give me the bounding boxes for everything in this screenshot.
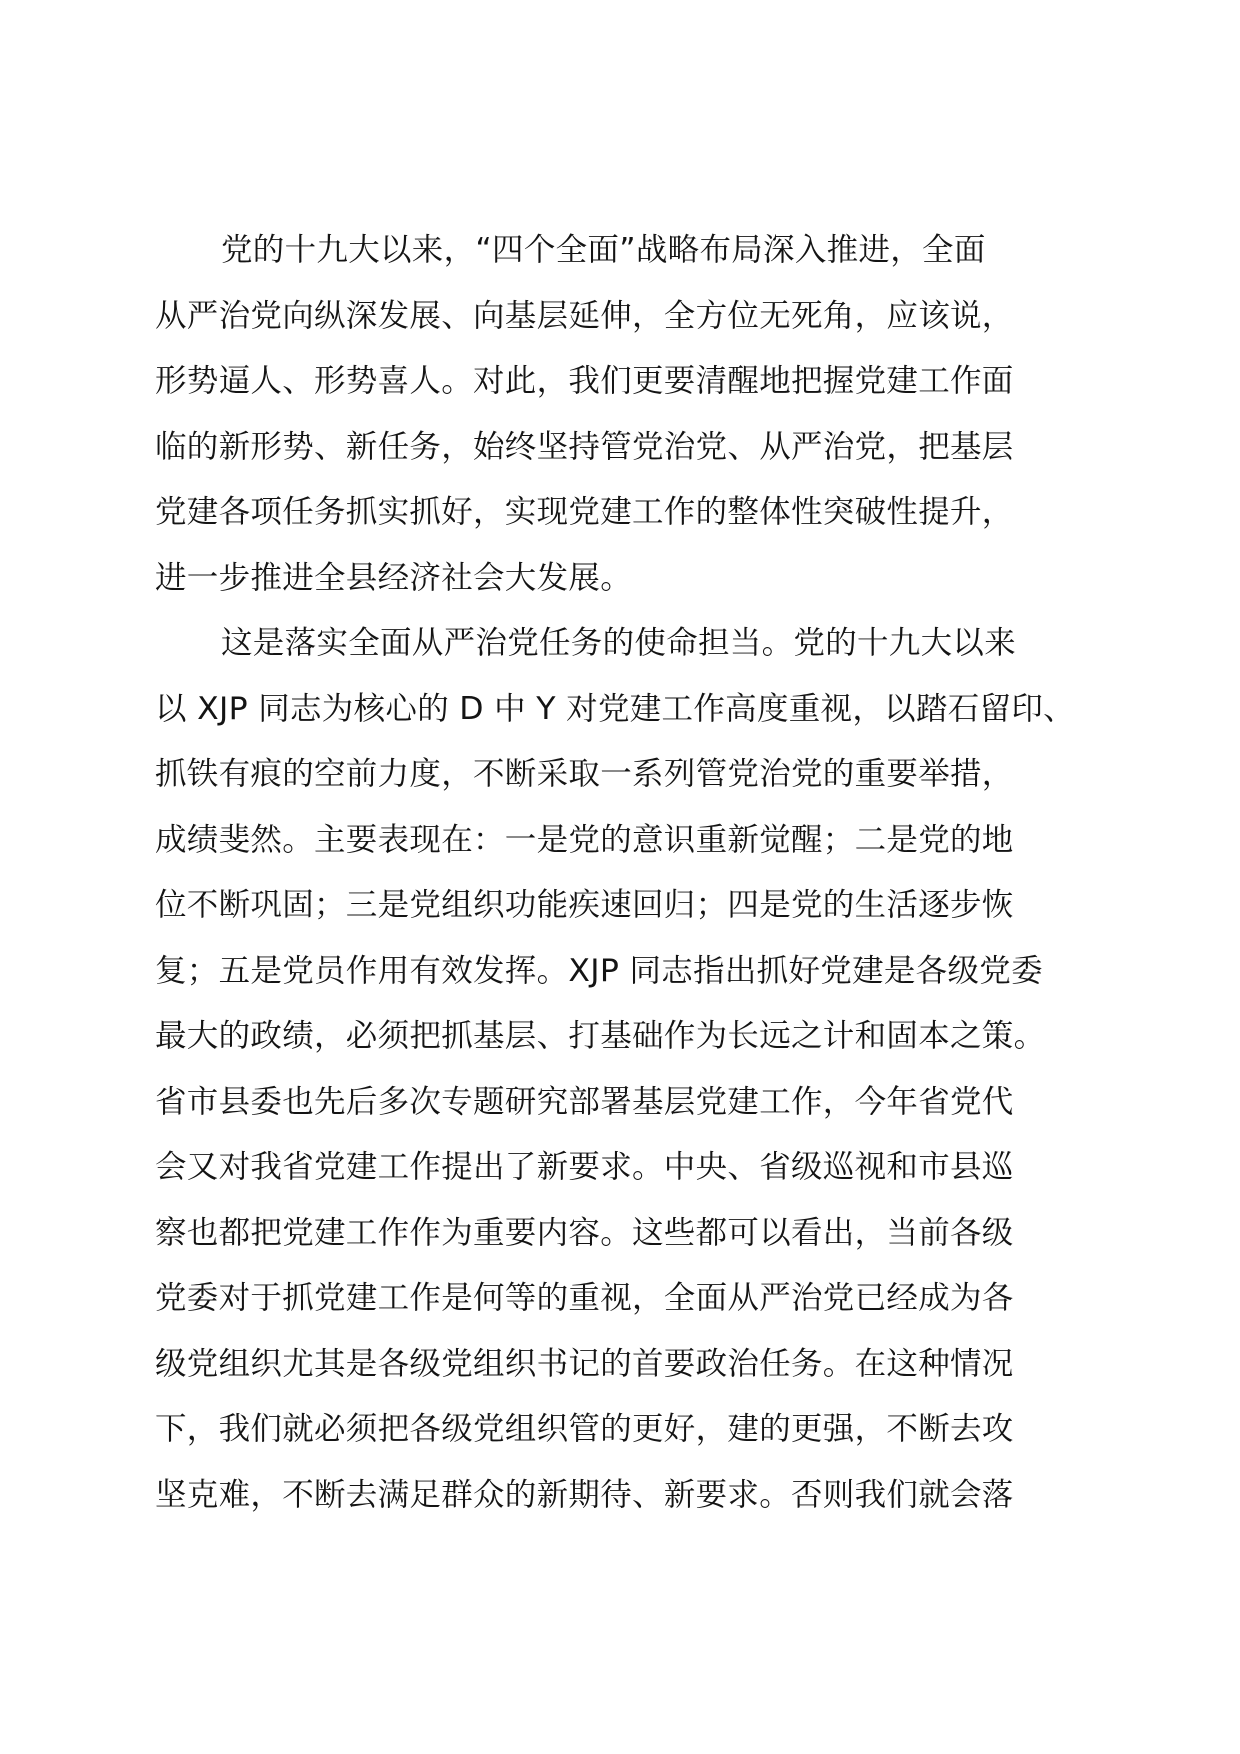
text-line: 党建各项任务抓实抓好，实现党建工作的整体性突破性提升，: [155, 494, 1014, 530]
text-line: 察也都把党建工作作为重要内容。这些都可以看出，当前各级: [155, 1214, 1014, 1251]
text-line: 以 XJP 同志为核心的 D 中 Y 对党建工作高度重视，以踏石留印、: [155, 690, 1075, 727]
text-line: 位不断巩固；三是党组织功能疾速回归；四是党的生活逐步恢: [155, 887, 1014, 923]
text-line: 临的新形势、新任务，始终坚持管党治党、从严治党，把基层: [155, 428, 1014, 465]
text-line: 最大的政绩，必须把抓基层、打基础作为长远之计和固本之策。: [155, 1018, 1046, 1054]
text-line: 下，我们就必须把各级党组织管的更好，建的更强，不断去攻: [155, 1411, 1014, 1447]
text-line: 进一步推进全县经济社会大发展。: [155, 559, 633, 596]
text-line: 抓铁有痕的空前力度，不断采取一系列管党治党的重要举措，: [155, 756, 1014, 792]
paragraph-2: [155, 611, 1095, 1528]
text-line: 党的十九大以来，“四个全面”战略布局深入推进，全面: [221, 232, 986, 268]
text-line: 省市县委也先后多次专题研究部署基层党建工作，今年省党代: [155, 1083, 1014, 1120]
text-line: 这是落实全面从严治党任务的使命担当。党的十九大以来: [221, 625, 1017, 661]
text-line: 从严治党向纵深发展、向基层延伸，全方位无死角，应该说，: [155, 297, 1014, 334]
text-line: 形势逼人、形势喜人。对此，我们更要清醒地把握党建工作面: [155, 363, 1014, 399]
text-line: 党委对于抓党建工作是何等的重视，全面从严治党已经成为各: [155, 1280, 1014, 1316]
text-line: 坚克难，不断去满足群众的新期待、新要求。否则我们就会落: [155, 1476, 1014, 1513]
document-body: [155, 218, 1095, 1528]
text-line: 复；五是党员作用有效发挥。XJP 同志指出抓好党建是各级党委: [155, 952, 1043, 989]
text-line: 级党组织尤其是各级党组织书记的首要政治任务。在这种情况: [155, 1345, 1014, 1382]
paragraph-1: [155, 218, 1095, 611]
text-line: 成绩斐然。主要表现在：一是党的意识重新觉醒；二是党的地: [155, 821, 1014, 858]
text-line: 会又对我省党建工作提出了新要求。中央、省级巡视和市县巡: [155, 1149, 1014, 1185]
